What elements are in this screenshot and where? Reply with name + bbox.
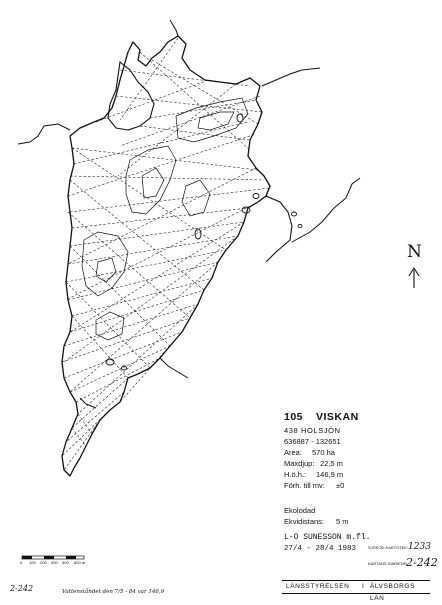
forh-label: Förh. till mv:: [284, 481, 325, 490]
scale-tick: 0: [20, 560, 23, 565]
islands: [106, 114, 302, 370]
surveyor-name: L-O SUNESSON m.fl.: [284, 533, 371, 542]
outlet-stream-east: [292, 178, 360, 242]
sjokod-value: 1233: [408, 542, 431, 552]
lake-shoreline: [62, 36, 270, 476]
scale-tick: 100: [29, 560, 36, 565]
survey-dates: 27/4 - 28/4 1983: [284, 545, 357, 553]
footer-left: LÄNSSTYRELSEN: [286, 583, 350, 590]
maxdjup-value: 22,5 m: [320, 459, 343, 468]
survey-lines: [62, 38, 270, 470]
east-shore-strip: [266, 196, 292, 262]
scale-tick: 300: [51, 560, 58, 565]
area-value: 570 ha: [312, 448, 335, 457]
inlet-stream-south: [160, 358, 188, 378]
hoh-value: 146,9 m: [316, 470, 344, 479]
depth-contours: [82, 98, 248, 340]
inlet-stream-north: [170, 20, 178, 36]
area-label: Area:: [284, 448, 302, 457]
scale-tick: 200: [40, 560, 47, 565]
scale-tick: 500 m: [74, 560, 86, 565]
lake-coordinates: 636887 - 132651: [284, 437, 341, 446]
north-letter: N: [407, 242, 422, 262]
lake-number: 105: [284, 411, 304, 423]
north-arrow: [409, 268, 419, 288]
corner-note: 2-242: [10, 584, 34, 593]
hoh-label: H.ö.h.:: [284, 470, 307, 479]
nw-bay-shore: [108, 62, 154, 130]
footer-mid: I: [362, 583, 365, 590]
ekvidistans-value: 5 m: [336, 517, 349, 526]
diarie-label: KARTANS DIARIENR:: [368, 561, 408, 566]
sjokod-label: SJÖKOD KARTOTEK:: [368, 545, 409, 550]
inlet-stream-west: [18, 124, 70, 144]
footer-authority: [282, 580, 430, 602]
scale-bar: [22, 556, 84, 559]
survey-method: Ekolodad: [284, 506, 316, 515]
handwritten-note: Vattenståndet den 7/5 - 84 var 146,9: [62, 589, 165, 595]
forh-value: ±0: [336, 481, 345, 490]
lake-code-line: 438 HOLSJÖN: [284, 426, 341, 435]
scale-tick: 400: [62, 560, 69, 565]
diarie-value: 2-242: [406, 556, 438, 569]
inlet-stream-ne: [262, 68, 320, 86]
lake-name: VISKAN: [316, 411, 359, 423]
maxdjup-label: Maxdjup:: [284, 459, 315, 468]
footer-right: ÄLVSBORGS LÄN: [370, 583, 416, 602]
ekvidistans-label: Ekvidistans:: [284, 517, 325, 526]
